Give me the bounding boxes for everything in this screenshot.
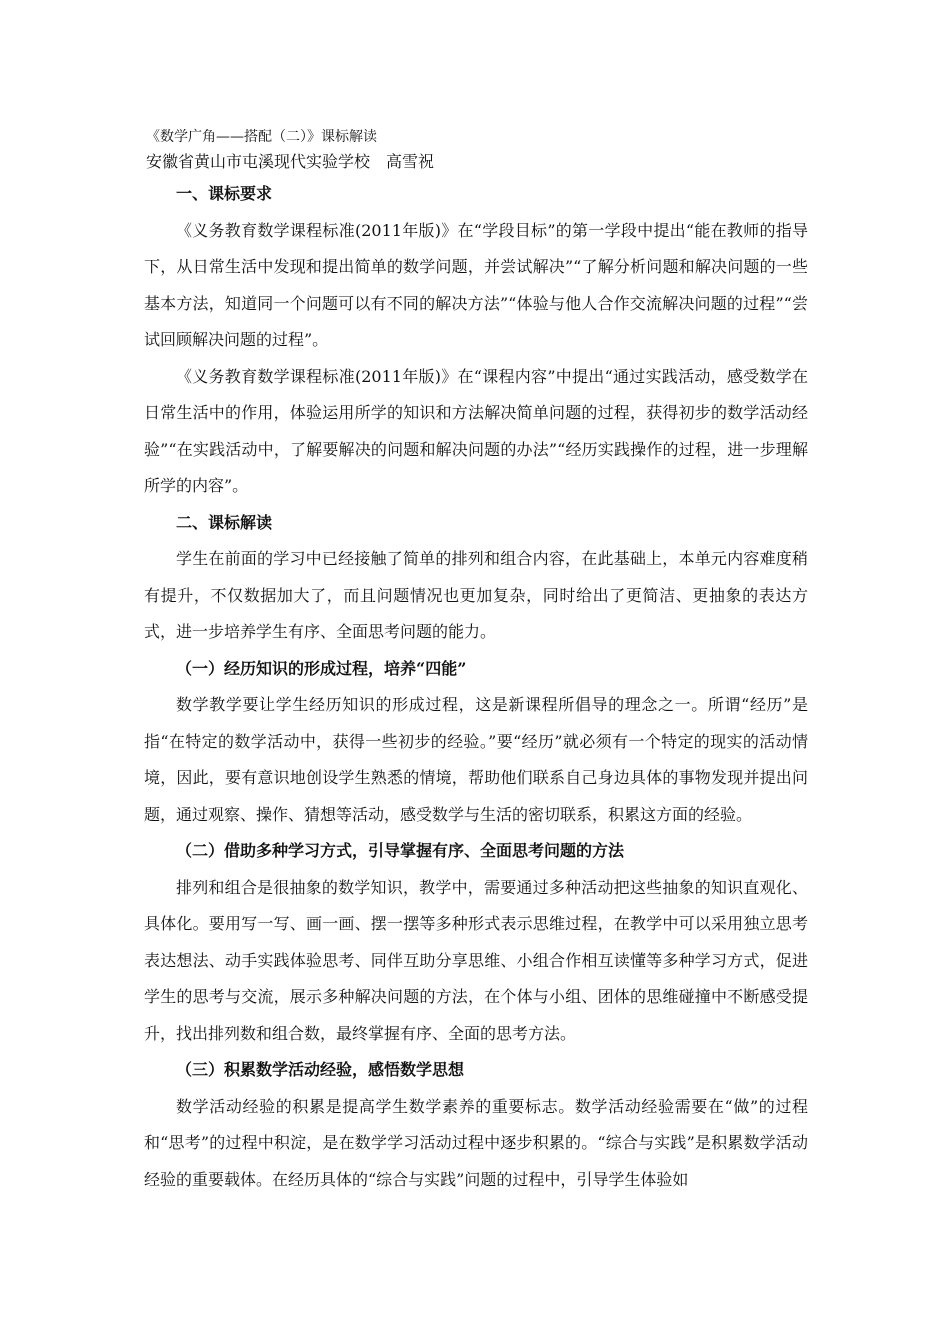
document-author: 安徽省黄山市屯溪现代实验学校 高雪祝 <box>146 152 435 171</box>
paragraph: 排列和组合是很抽象的数学知识，教学中，需要通过多种活动把这些抽象的知识直观化、具体化。要用写一写、画一画、摆一摆等多种形式表示思维过程，在教学中可以采用独立思考表达想法、动手实践体验思考、同伴互助分享思维、小组合作相互读懂等多种学习方式，促进学生的思考与交流，展示多种解决问题的方法，在个体与小组、团体的思维碰撞中不断感受提升，找出排列数和组合数，最终掌握有序、全面的思考方法。 <box>144 877 808 1043</box>
subsection-heading-1: （一）经历知识的形成过程，培养“四能” <box>176 658 467 678</box>
paragraph: 《义务教育数学课程标准(2011年版)》在“课程内容”中提出“通过实践活动，感受数学在日常生活中的作用，体验运用所学的知识和方法解决简单问题的过程，获得初步的数学活动经验”“在实践活动中，了解要解决的问题和解决问题的办法”“经历实践操作的过程，进一步理解所学的内容”。 <box>144 366 808 495</box>
document-title: 《数学广角——搭配（二）》课标解读 <box>146 129 377 145</box>
paragraph: 学生在前面的学习中已经接触了简单的排列和组合内容，在此基础上，本单元内容难度稍有提升，不仅数据加大了，而且问题情况也更加复杂，同时给出了更简洁、更抽象的表达方式，进一步培养学生有序、全面思考问题的能力。 <box>144 549 808 641</box>
subsection-heading-2: （二）借助多种学习方式，引导掌握有序、全面思考问题的方法 <box>176 841 625 860</box>
paragraph: 数学活动经验的积累是提高学生数学素养的重要标志。数学活动经验需要在“做”的过程和“思考”的过程中积淀，是在数学学习活动过程中逐步积累的。“综合与实践”是积累数学活动经验的重要载体。在经历具体的“综合与实践”问题的过程中，引导学生体验如 <box>144 1096 808 1189</box>
paragraph: 《义务教育数学课程标准(2011年版)》在“学段目标”的第一学段中提出“能在教师的指导下，从日常生活中发现和提出简单的数学问题，并尝试解决”“了解分析问题和解决问题的一些基本方法，知道同一个问题可以有不同的解决方法”“体验与他人合作交流解决问题的过程”“尝试回顾解决问题的过程”。 <box>144 220 808 349</box>
paragraph: 数学教学要让学生经历知识的形成过程，这是新课程所倡导的理念之一。所谓“经历”是指“在特定的数学活动中，获得一些初步的经验。”要“经历”就必须有一个特定的现实的活动情境，因此，要有意识地创设学生熟悉的情境，帮助他们联系自己身边具体的事物发现并提出问题，通过观察、操作、猜想等活动，感受数学与生活的密切联系，积累这方面的经验。 <box>144 695 808 824</box>
section-heading-1: 一、课标要求 <box>176 184 273 203</box>
subsection-heading-3: （三）积累数学活动经验，感悟数学思想 <box>176 1060 465 1079</box>
section-heading-2: 二、课标解读 <box>176 512 273 532</box>
document-body <box>144 176 808 1198</box>
